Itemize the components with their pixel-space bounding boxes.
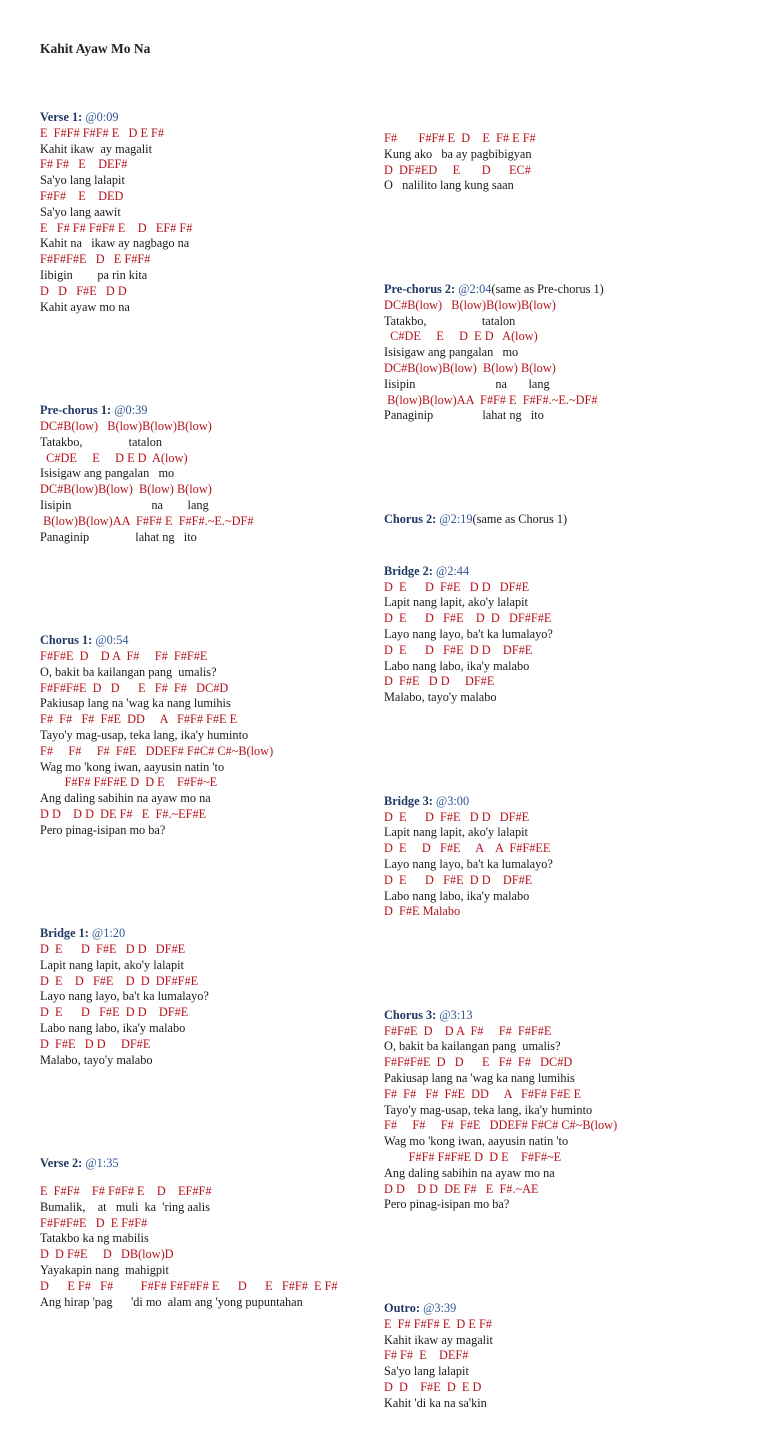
lyric-line: Layo nang layo, ba't ka lumalayo? <box>384 626 553 641</box>
chord-line: F#F#E D D A F# F# F#F#E <box>384 1023 552 1038</box>
chord-line: F#F# E DED <box>40 188 124 203</box>
lyric-line: O, bakit ba kailangan pang umalis? <box>40 664 217 679</box>
lyric-line: Kahit ayaw mo na <box>40 299 130 314</box>
chord-line: DC#B(low)B(low) B(low) B(low) <box>384 360 556 375</box>
section-verse-2 <box>40 1156 380 1310</box>
chord-line: D E D F#E D D DF#E <box>384 579 530 594</box>
lyric-line: Kahit ikaw ay magalit <box>40 141 153 156</box>
timestamp: @1:35 <box>85 1156 119 1171</box>
chord-line: D F#E D D DF#E <box>384 674 495 689</box>
chord-line: D D F#E D E D <box>384 1380 482 1395</box>
section-label: Bridge 1: <box>40 926 89 941</box>
left-column <box>40 74 380 1328</box>
lyric-line: O nalilito lang kung saan <box>384 178 514 193</box>
chord-line: B(low)B(low)AA F#F# E F#F#.~E.~DF# <box>40 513 254 528</box>
lyric-line: Ang hirap 'pag 'di mo alam ang 'yong pupuntahan <box>40 1294 303 1309</box>
chord-line: D E D F#E D D DF#F#E <box>384 611 552 626</box>
section-heading <box>40 633 380 649</box>
timestamp: @0:39 <box>114 403 148 418</box>
lyric-line: Pero pinag-isipan mo ba? <box>40 822 166 837</box>
chord-line: F#F#F#E D E F#F# <box>40 1215 148 1230</box>
lyric-line: Ang daling sabihin na ayaw mo na <box>40 791 211 806</box>
timestamp: @0:54 <box>95 633 129 648</box>
section-bridge-1 <box>40 926 380 1068</box>
lyric-line: Layo nang layo, ba't ka lumalayo? <box>40 989 209 1004</box>
chord-line: F# F# F# F#E DDEF# F#C# C#~B(low) <box>40 743 274 758</box>
song-title: Kahit Ayaw Mo Na <box>40 41 151 56</box>
chord-line: F#F#F#E D D E F# F# DC#D <box>40 680 229 695</box>
chord-line: F#F#F#E D E F#F# <box>40 252 151 267</box>
section-label: Chorus 1: <box>40 633 93 648</box>
lyric-line: Layo nang layo, ba't ka lumalayo? <box>384 856 553 871</box>
lyric-line: Iisipin na lang <box>384 376 550 391</box>
lyric-line: Malabo, tayo'y malabo <box>40 1052 153 1067</box>
section-label: Bridge 3: <box>384 793 433 808</box>
section-heading <box>40 926 380 942</box>
lyric-line: Sa'yo lang lalapit <box>384 1364 469 1379</box>
section-heading <box>40 1156 380 1172</box>
lyric-line: Sa'yo lang lalapit <box>40 173 125 188</box>
lyric-line: Yayakapin nang mahigpit <box>40 1263 169 1278</box>
section-label: Chorus 2: <box>384 511 437 526</box>
lyric-line: Tayo'y mag-usap, teka lang, ika'y huminto <box>384 1102 593 1117</box>
section-heading <box>40 403 380 419</box>
lyric-line: Tatakbo, tatalon <box>384 313 516 328</box>
chord-line: E F#F# F#F# E D E F# <box>40 125 165 140</box>
section-verse-1 <box>40 110 380 315</box>
chord-line: D E D F#E D D DF#E <box>40 1005 189 1020</box>
chord-line: D E D F#E D D DF#E <box>384 809 530 824</box>
chord-line: C#DE E D E D A(low) <box>384 329 538 344</box>
lyric-line: Kahit 'di ka na sa'kin <box>384 1395 487 1410</box>
chord-line: D F#E D D DF#E <box>40 1036 151 1051</box>
lyric-line: Labo nang labo, ika'y malabo <box>40 1021 186 1036</box>
lyric-line: Pero pinag-isipan mo ba? <box>384 1197 510 1212</box>
lyric-line: Wag mo 'kong iwan, aayusin natin 'to <box>40 759 225 774</box>
chord-line: F# F# F# F#E DD A F#F# F#E E <box>384 1086 582 1101</box>
chord-line: D E D F#E D D DF#F#E <box>40 973 199 988</box>
timestamp: @3:00 <box>435 793 470 808</box>
lyric-line: Pakiusap lang na 'wag ka nang lumihis <box>40 696 231 711</box>
right-column <box>384 95 764 1430</box>
chord-line: D E D F#E D D DF#E <box>384 642 533 657</box>
lyric-line: Panaginip lahat ng ito <box>40 529 197 544</box>
chord-line: F# F#F# E D E F# E F# <box>384 131 536 145</box>
lyric-line: Pakiusap lang na 'wag ka nang lumihis <box>384 1071 575 1086</box>
chord-line: F# F# F# F#E DDEF# F#C# C#~B(low) <box>384 1118 618 1133</box>
lyric-line: Isisigaw ang pangalan mo <box>40 466 175 481</box>
timestamp: @3:39 <box>423 1301 457 1316</box>
lyric-line: Ang daling sabihin na ayaw mo na <box>384 1165 555 1180</box>
chord-line: D E D F#E D D DF#E <box>40 942 186 957</box>
section-heading <box>384 282 764 298</box>
lyric-line: Sa'yo lang aawit <box>40 204 121 219</box>
chord-line: D D F#E D D <box>40 283 127 298</box>
section-verse-2-continued <box>384 131 764 194</box>
chord-line: DC#B(low) B(low)B(low)B(low) <box>384 297 556 312</box>
section-label: Pre-chorus 2: <box>384 281 456 296</box>
chord-line: D E F# F# F#F# F#F#F# E D E F#F# E F# <box>40 1278 338 1293</box>
section-pre-chorus-1 <box>40 403 380 545</box>
chord-line: D D D D DE F# E F#.~EF#E <box>40 806 207 821</box>
section-heading <box>384 512 764 528</box>
chord-line: DC#B(low) B(low)B(low)B(low) <box>40 418 212 433</box>
lyric-line: Wag mo 'kong iwan, aayusin natin 'to <box>384 1134 569 1149</box>
lyric-line: Lapit nang lapit, ako'y lalapit <box>384 825 528 840</box>
chord-line: F#F#E D D A F# F# F#F#E <box>40 648 208 663</box>
chord-line: F#F#F#E D D E F# F# DC#D <box>384 1055 573 1070</box>
section-bridge-3 <box>384 794 764 920</box>
section-label: Verse 2: <box>40 1156 83 1171</box>
chord-line: E F# F#F# E D E F# <box>384 1316 492 1331</box>
chord-line: D F#E Malabo <box>384 904 461 919</box>
section-heading <box>40 110 380 126</box>
lyric-line: Kahit ikaw ay magalit <box>384 1332 493 1347</box>
section-label: Pre-chorus 1: <box>40 403 112 418</box>
section-label: Bridge 2: <box>384 563 433 578</box>
timestamp: @3:13 <box>439 1007 473 1022</box>
timestamp: @2:19 <box>439 511 473 526</box>
lyric-line: Lapit nang lapit, ako'y lalapit <box>384 595 528 610</box>
chord-line: F# F# E DEF# <box>40 157 128 172</box>
section-outro <box>384 1301 764 1412</box>
lyric-line: Panaginip lahat ng ito <box>384 408 544 423</box>
section-note: (same as Pre-chorus 1) <box>491 281 604 296</box>
timestamp: @2:04 <box>458 281 492 296</box>
lyric-line: Malabo, tayo'y malabo <box>384 690 497 705</box>
chord-line: D E D F#E D D DF#E <box>384 872 533 887</box>
section-chorus-2 <box>384 512 764 528</box>
section-heading <box>384 1301 764 1317</box>
chord-line: B(low)B(low)AA F#F# E F#F#.~E.~DF# <box>384 392 598 407</box>
chord-line: D DF#ED E D EC# <box>384 162 531 177</box>
chord-line: D D F#E D DB(low)D <box>40 1247 174 1262</box>
section-chorus-1 <box>40 633 380 838</box>
section-bridge-2 <box>384 564 764 706</box>
section-note: (same as Chorus 1) <box>472 511 568 526</box>
section-label: Outro: <box>384 1301 420 1316</box>
chord-line: DC#B(low)B(low) B(low) B(low) <box>40 482 212 497</box>
chord-line: C#DE E D E D A(low) <box>40 450 188 465</box>
lyric-line: Kung ako ba ay pagbibigyan <box>384 146 532 161</box>
chord-line: D D D D DE F# E F#.~AE <box>384 1181 539 1196</box>
lyric-line: Tatakbo ka ng mabilis <box>40 1231 149 1246</box>
lyric-line: Labo nang labo, ika'y malabo <box>384 888 530 903</box>
chord-line: F# F# E DEF# <box>384 1348 469 1363</box>
lyric-line: Isisigaw ang pangalan mo <box>384 345 519 360</box>
lyric-line: Tatakbo, tatalon <box>40 434 163 449</box>
timestamp: @1:20 <box>91 926 126 941</box>
lyric-line: O, bakit ba kailangan pang umalis? <box>384 1039 561 1054</box>
section-heading <box>384 794 764 810</box>
chord-line: F# F# F# F#E DD A F#F# F#E E <box>40 712 238 727</box>
chord-line: E F# F# F#F# E D EF# F# <box>40 220 193 235</box>
section-label: Verse 1: <box>40 110 83 124</box>
section-heading <box>384 564 764 580</box>
lyric-line: Labo nang labo, ika'y malabo <box>384 658 530 673</box>
section-pre-chorus-2 <box>384 282 764 424</box>
chord-line: E F#F# F# F#F# E D EF#F# <box>40 1184 212 1199</box>
lyric-line: Lapit nang lapit, ako'y lalapit <box>40 957 184 972</box>
section-heading <box>384 1008 764 1024</box>
lyric-line: Iibigin pa rin kita <box>40 267 148 282</box>
chord-line: F#F# F#F#E D D E F#F#~E <box>40 775 218 790</box>
lyric-line: Iisipin na lang <box>40 497 209 512</box>
timestamp: @2:44 <box>435 563 470 578</box>
section-label: Chorus 3: <box>384 1007 437 1022</box>
timestamp: @0:09 <box>85 110 119 124</box>
lyric-line: Bumalik, at muli ka 'ring aalis <box>40 1199 210 1214</box>
chord-line: D E D F#E A A F#F#EE <box>384 841 551 856</box>
section-chorus-3 <box>384 1008 764 1213</box>
chord-line: F#F# F#F#E D D E F#F#~E <box>384 1150 562 1165</box>
lyric-line: Tayo'y mag-usap, teka lang, ika'y huminto <box>40 727 249 742</box>
lyric-line: Kahit na ikaw ay nagbago na <box>40 236 190 251</box>
